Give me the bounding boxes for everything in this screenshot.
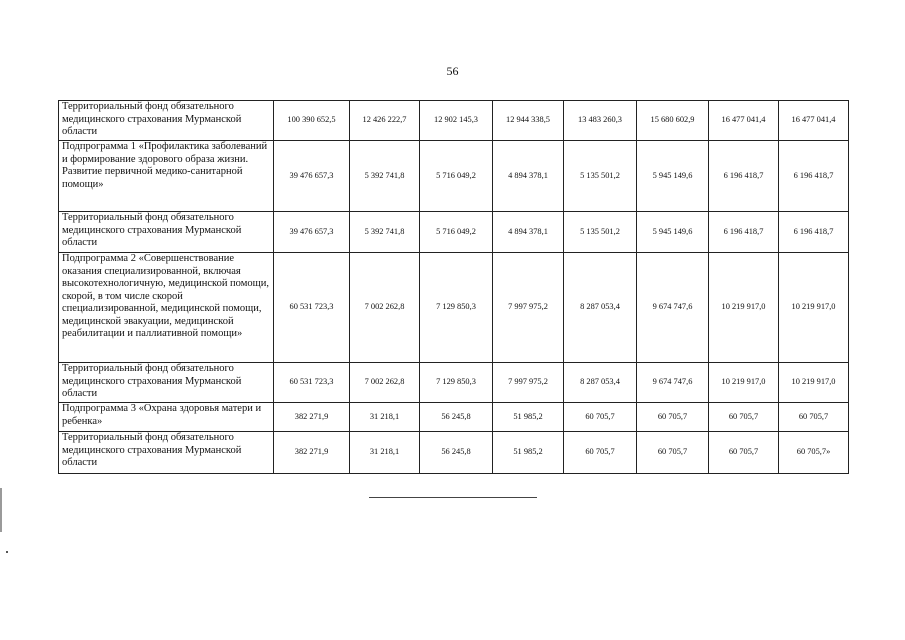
value-cell: 60 705,7 xyxy=(709,403,779,432)
value-cell: 7 997 975,2 xyxy=(493,253,564,363)
value-cell: 7 997 975,2 xyxy=(493,363,564,403)
value-cell-total: 39 476 657,3 xyxy=(274,141,350,212)
value-cell: 31 218,1 xyxy=(350,432,420,474)
value-cell: 60 705,7 xyxy=(564,432,637,474)
table-row xyxy=(59,432,849,474)
value-cell: 10 219 917,0 xyxy=(709,363,779,403)
value-cell: 6 196 418,7 xyxy=(709,141,779,212)
table-row xyxy=(59,403,849,432)
value-cell-total: 382 271,9 xyxy=(274,403,350,432)
value-cell-total: 39 476 657,3 xyxy=(274,212,350,253)
value-cell: 6 196 418,7 xyxy=(709,212,779,253)
value-cell: 5 392 741,8 xyxy=(350,212,420,253)
value-cell: 9 674 747,6 xyxy=(637,253,709,363)
row-name-cell: Территориальный фонд обязательного медицинского страхования Мурманской области xyxy=(59,212,274,253)
end-of-document-rule xyxy=(369,497,537,498)
value-cell: 60 705,7 xyxy=(637,432,709,474)
value-cell: 7 002 262,8 xyxy=(350,363,420,403)
value-cell: 60 705,7 xyxy=(779,403,849,432)
value-cell: 10 219 917,0 xyxy=(709,253,779,363)
table-row xyxy=(59,212,849,253)
value-cell: 5 135 501,2 xyxy=(564,141,637,212)
value-cell: 9 674 747,6 xyxy=(637,363,709,403)
value-cell: 4 894 378,1 xyxy=(493,212,564,253)
value-cell: 12 944 338,5 xyxy=(493,101,564,141)
value-cell: 60 705,7 xyxy=(564,403,637,432)
value-cell: 7 002 262,8 xyxy=(350,253,420,363)
row-name-cell: Территориальный фонд обязательного медицинского страхования Мурманской области xyxy=(59,363,274,403)
value-cell: 5 135 501,2 xyxy=(564,212,637,253)
value-cell-total: 382 271,9 xyxy=(274,432,350,474)
value-cell: 8 287 053,4 xyxy=(564,363,637,403)
table-row xyxy=(59,253,849,363)
value-cell: 10 219 917,0 xyxy=(779,363,849,403)
scan-speck xyxy=(6,551,8,553)
value-cell: 5 945 149,6 xyxy=(637,212,709,253)
value-cell: 51 985,2 xyxy=(493,432,564,474)
row-name-cell: Подпрограмма 3 «Охрана здоровья матери и ребенка» xyxy=(59,403,274,432)
value-cell: 10 219 917,0 xyxy=(779,253,849,363)
budget-table xyxy=(58,100,849,474)
row-name-cell: Подпрограмма 1 «Профилактика заболеваний и формирование здорового образа жизни. Развитие первичной медико-санитарной помощи» xyxy=(59,141,274,212)
value-cell: 51 985,2 xyxy=(493,403,564,432)
value-cell: 13 483 260,3 xyxy=(564,101,637,141)
row-name-cell: Территориальный фонд обязательного медицинского страхования Мурманской области xyxy=(59,432,274,474)
value-cell: 31 218,1 xyxy=(350,403,420,432)
value-cell: 60 705,7 xyxy=(709,432,779,474)
value-cell-total: 60 531 723,3 xyxy=(274,363,350,403)
value-cell-total: 60 531 723,3 xyxy=(274,253,350,363)
value-cell: 7 129 850,3 xyxy=(420,363,493,403)
value-cell: 5 716 049,2 xyxy=(420,141,493,212)
value-cell: 15 680 602,9 xyxy=(637,101,709,141)
table-row xyxy=(59,101,849,141)
value-cell: 16 477 041,4 xyxy=(709,101,779,141)
table-row xyxy=(59,141,849,212)
row-name-cell: Подпрограмма 2 «Совершенствование оказания специализированной, включая высокотехнологичную, медицинской помощи, скорой, в том числе скорой специализированной, медицинской помощи, медицинской эвакуации, медицинской реабилитации и паллиативной помощи» xyxy=(59,253,274,363)
table-row xyxy=(59,363,849,403)
value-cell: 5 392 741,8 xyxy=(350,141,420,212)
value-cell: 56 245,8 xyxy=(420,403,493,432)
value-cell: 7 129 850,3 xyxy=(420,253,493,363)
value-cell: 6 196 418,7 xyxy=(779,141,849,212)
value-cell: 60 705,7» xyxy=(779,432,849,474)
scan-margin-mark xyxy=(0,488,2,532)
value-cell-total: 100 390 652,5 xyxy=(274,101,350,141)
value-cell: 56 245,8 xyxy=(420,432,493,474)
value-cell: 4 894 378,1 xyxy=(493,141,564,212)
value-cell: 6 196 418,7 xyxy=(779,212,849,253)
value-cell: 8 287 053,4 xyxy=(564,253,637,363)
value-cell: 60 705,7 xyxy=(637,403,709,432)
row-name-cell: Территориальный фонд обязательного медицинского страхования Мурманской области xyxy=(59,101,274,141)
value-cell: 12 902 145,3 xyxy=(420,101,493,141)
value-cell: 5 716 049,2 xyxy=(420,212,493,253)
value-cell: 12 426 222,7 xyxy=(350,101,420,141)
value-cell: 16 477 041,4 xyxy=(779,101,849,141)
value-cell: 5 945 149,6 xyxy=(637,141,709,212)
page-number: 56 xyxy=(446,64,459,78)
